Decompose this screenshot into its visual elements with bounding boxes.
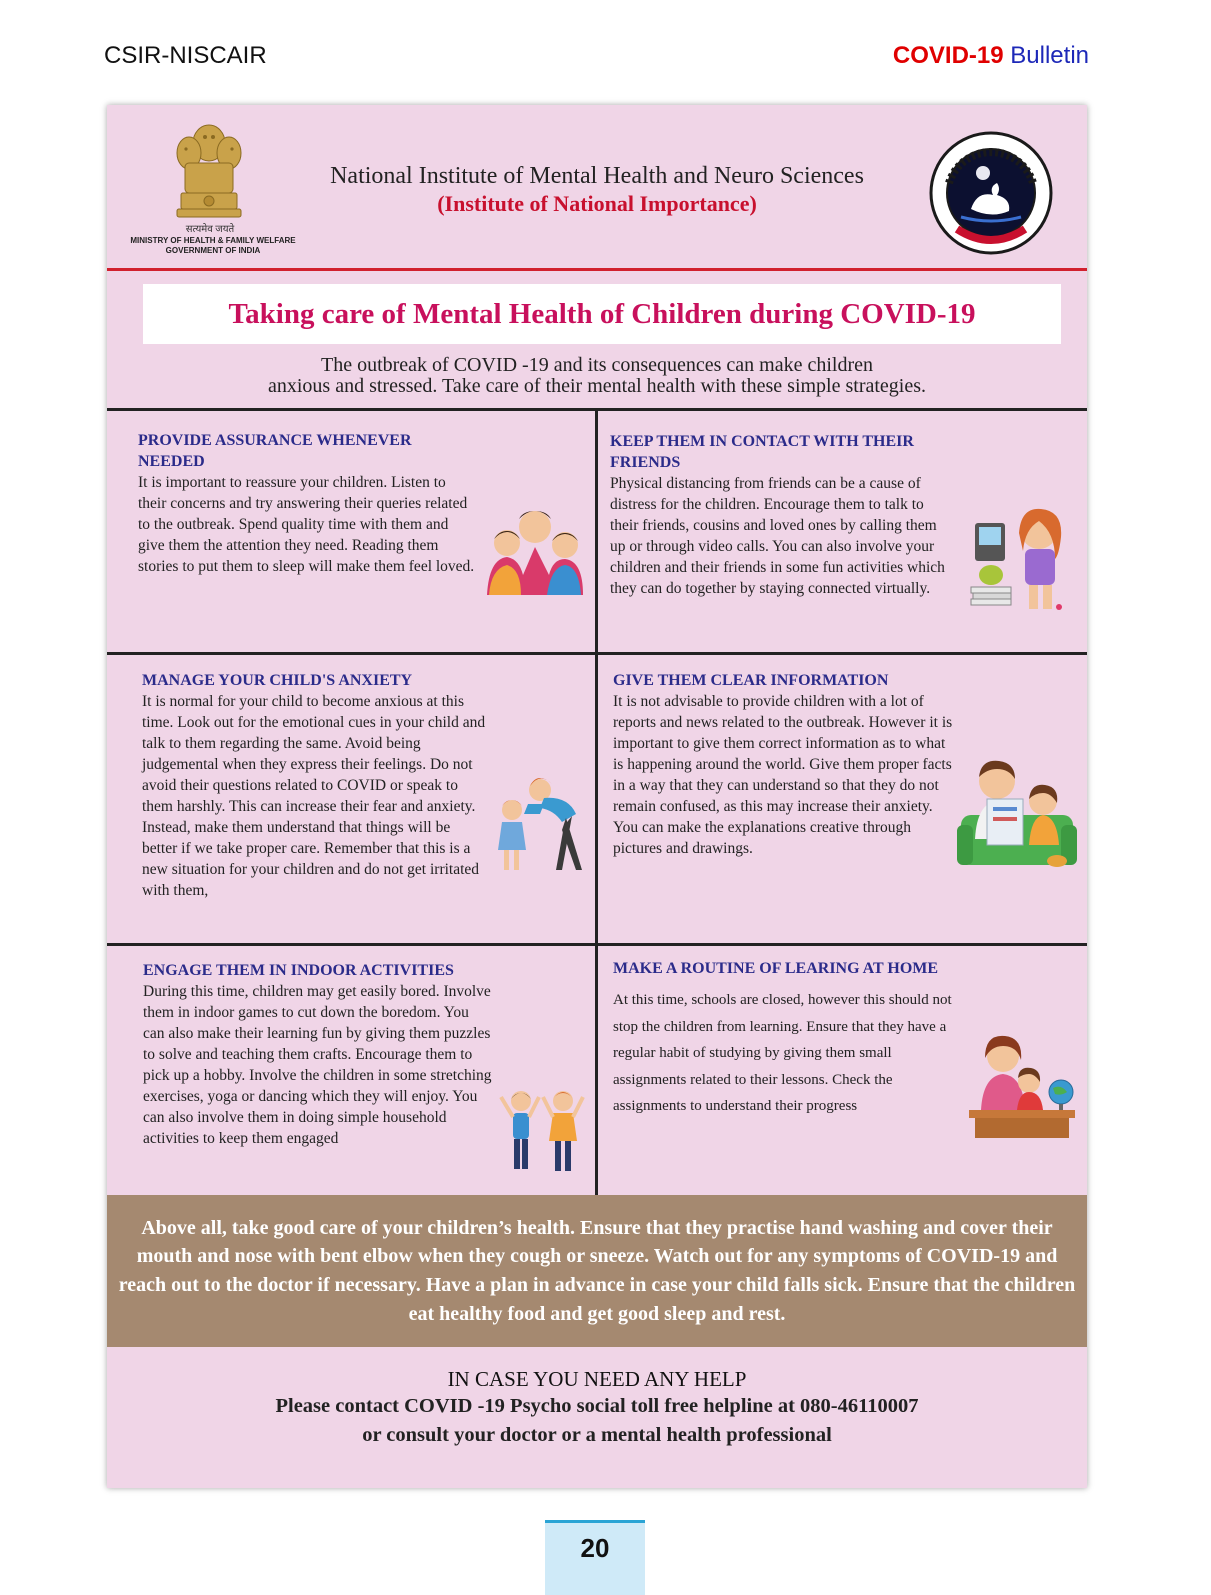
health-advice-band [107,1195,1087,1347]
section-body: At this time, schools are closed, however this should not stop the children from learning. Ensure that they have a regular habit of studying by giving them small assignments related to their lessons. Check the assignments to understand their progress [613,992,952,1114]
institute-name: National Institute of Mental Health and Neuro Sciences [330,163,864,189]
section-body: During this time, children may get easily bored. Involve them in indoor games to cut down the boredom. You can also make their learning fun by giving them puzzles to solve and teaching them crafts. Encourage them to pick up a hobby. Involve the children in some stretching exercises, yoga or dancing which they will enjoy. You can also involve them in doing simple household activities to keep them engaged [143,983,492,1147]
section-title: MANAGE YOUR CHILD'S ANXIETY [142,672,413,689]
section-assurance [138,430,478,577]
institute-subtitle: (Institute of National Importance) [437,191,757,216]
helpline-text: Please contact COVID -19 Psycho social toll free helpline at 080-46110007 [275,1395,919,1417]
section-title: GIVE THEM CLEAR INFORMATION [613,672,889,689]
poster-title: Taking care of Mental Health of Children during COVID-19 [228,297,976,330]
section-title: KEEP THEM IN CONTACT WITH THEIR FRIENDS [610,433,914,471]
poster-title-box [143,284,1061,344]
section-title: MAKE A ROUTINE OF LEARING AT HOME [613,960,939,977]
publisher-name: CSIR-NISCAIR [104,42,267,69]
section-title: PROVIDE ASSURANCE WHENEVER NEEDED [138,432,412,470]
page-number-box [545,1520,645,1595]
header-divider [107,268,1087,271]
kids-exercising-icon [497,1083,587,1183]
nimhans-logo-icon [927,129,1055,257]
grid-divider-vertical [595,408,598,1195]
section-clear-information [613,670,953,859]
help-title: IN CASE YOU NEED ANY HELP [447,1367,747,1391]
section-body: It is normal for your child to become anxious at this time. Look out for the emotional cues in your child and talk to them regarding the same. Avoid being judgemental when they express their feelings. Do not avoid their questions related to COVID or speak to them harshly. This can increase their fear and anxiety. Instead, make them understand that things will be better if we take proper care. Remember that this is a new situation for your children and do not get irritated with them, [142,693,486,899]
national-emblem-icon [167,113,251,225]
intro-text [147,355,1047,397]
section-contact-friends [610,431,950,599]
intro-line-2: anxious and stressed. Take care of their mental health with these simple strategies. [267,375,927,397]
bulletin-title-word: Bulletin [1010,42,1089,69]
section-indoor-activities [143,960,493,1149]
ministry-label [113,236,313,256]
girl-phone-call-icon [969,503,1075,613]
bulletin-title [893,42,1089,70]
section-body: It is not advisable to provide children with a lot of reports and news related to the outbreak. However it is important to give them correct information as to what is happening around the world. Give them proper facts in a way that they can understand so that they do not remain confused, as this may increase their anxiety. You can make the explanations creative through pictures and drawings. [613,693,953,857]
section-learning-routine [613,958,958,1120]
page-number: 20 [580,1533,610,1563]
page-header [104,40,1089,72]
consult-doctor-text: or consult your doctor or a mental health professional [362,1424,832,1446]
family-hug-icon [477,505,593,595]
mother-comforting-child-icon [492,770,592,875]
health-advice-text: Above all, take good care of your children’s health. Ensure that they practise hand washing and cover their mouth and nose with bent elbow when they cough or sneeze. Watch out for any symptoms of COVID-19 and reach out to the doctor if necessary. Have a plan in advance in case your child falls sick. Ensure that the children eat healthy food and get good sleep and rest. [118,1216,1076,1325]
intro-line-1: The outbreak of COVID -19 and its consequences can make children [320,354,874,376]
section-title: ENGAGE THEM IN INDOOR ACTIVITIES [143,962,454,979]
emblem-motto: सत्यमेव जयते [185,224,235,235]
section-body: Physical distancing from friends can be a cause of distress for the children. Encourage them to talk to their friends, cousins and loved ones by calling them up or through video calls. You can also involve your children and their friends in some fun activities which they can do together by staying connected virtually. [610,475,945,597]
father-daughter-reading-icon [957,755,1077,870]
ministry-line-2: GOVERNMENT OF INDIA [165,246,261,255]
section-body: It is important to reassure your children. Listen to their concerns and try answering their queries related to the outbreak. Spend quality time with them and give them the attention they need. Reading them stories to put them to sleep will make them feel loved. [138,474,475,575]
bulletin-title-covid: COVID-19 [892,42,1004,69]
ministry-line-1: MINISTRY OF HEALTH & FAMILY WELFARE [130,236,296,245]
section-manage-anxiety [142,670,487,901]
nimhans-poster [107,105,1087,1488]
mother-child-studying-icon [967,1030,1077,1140]
